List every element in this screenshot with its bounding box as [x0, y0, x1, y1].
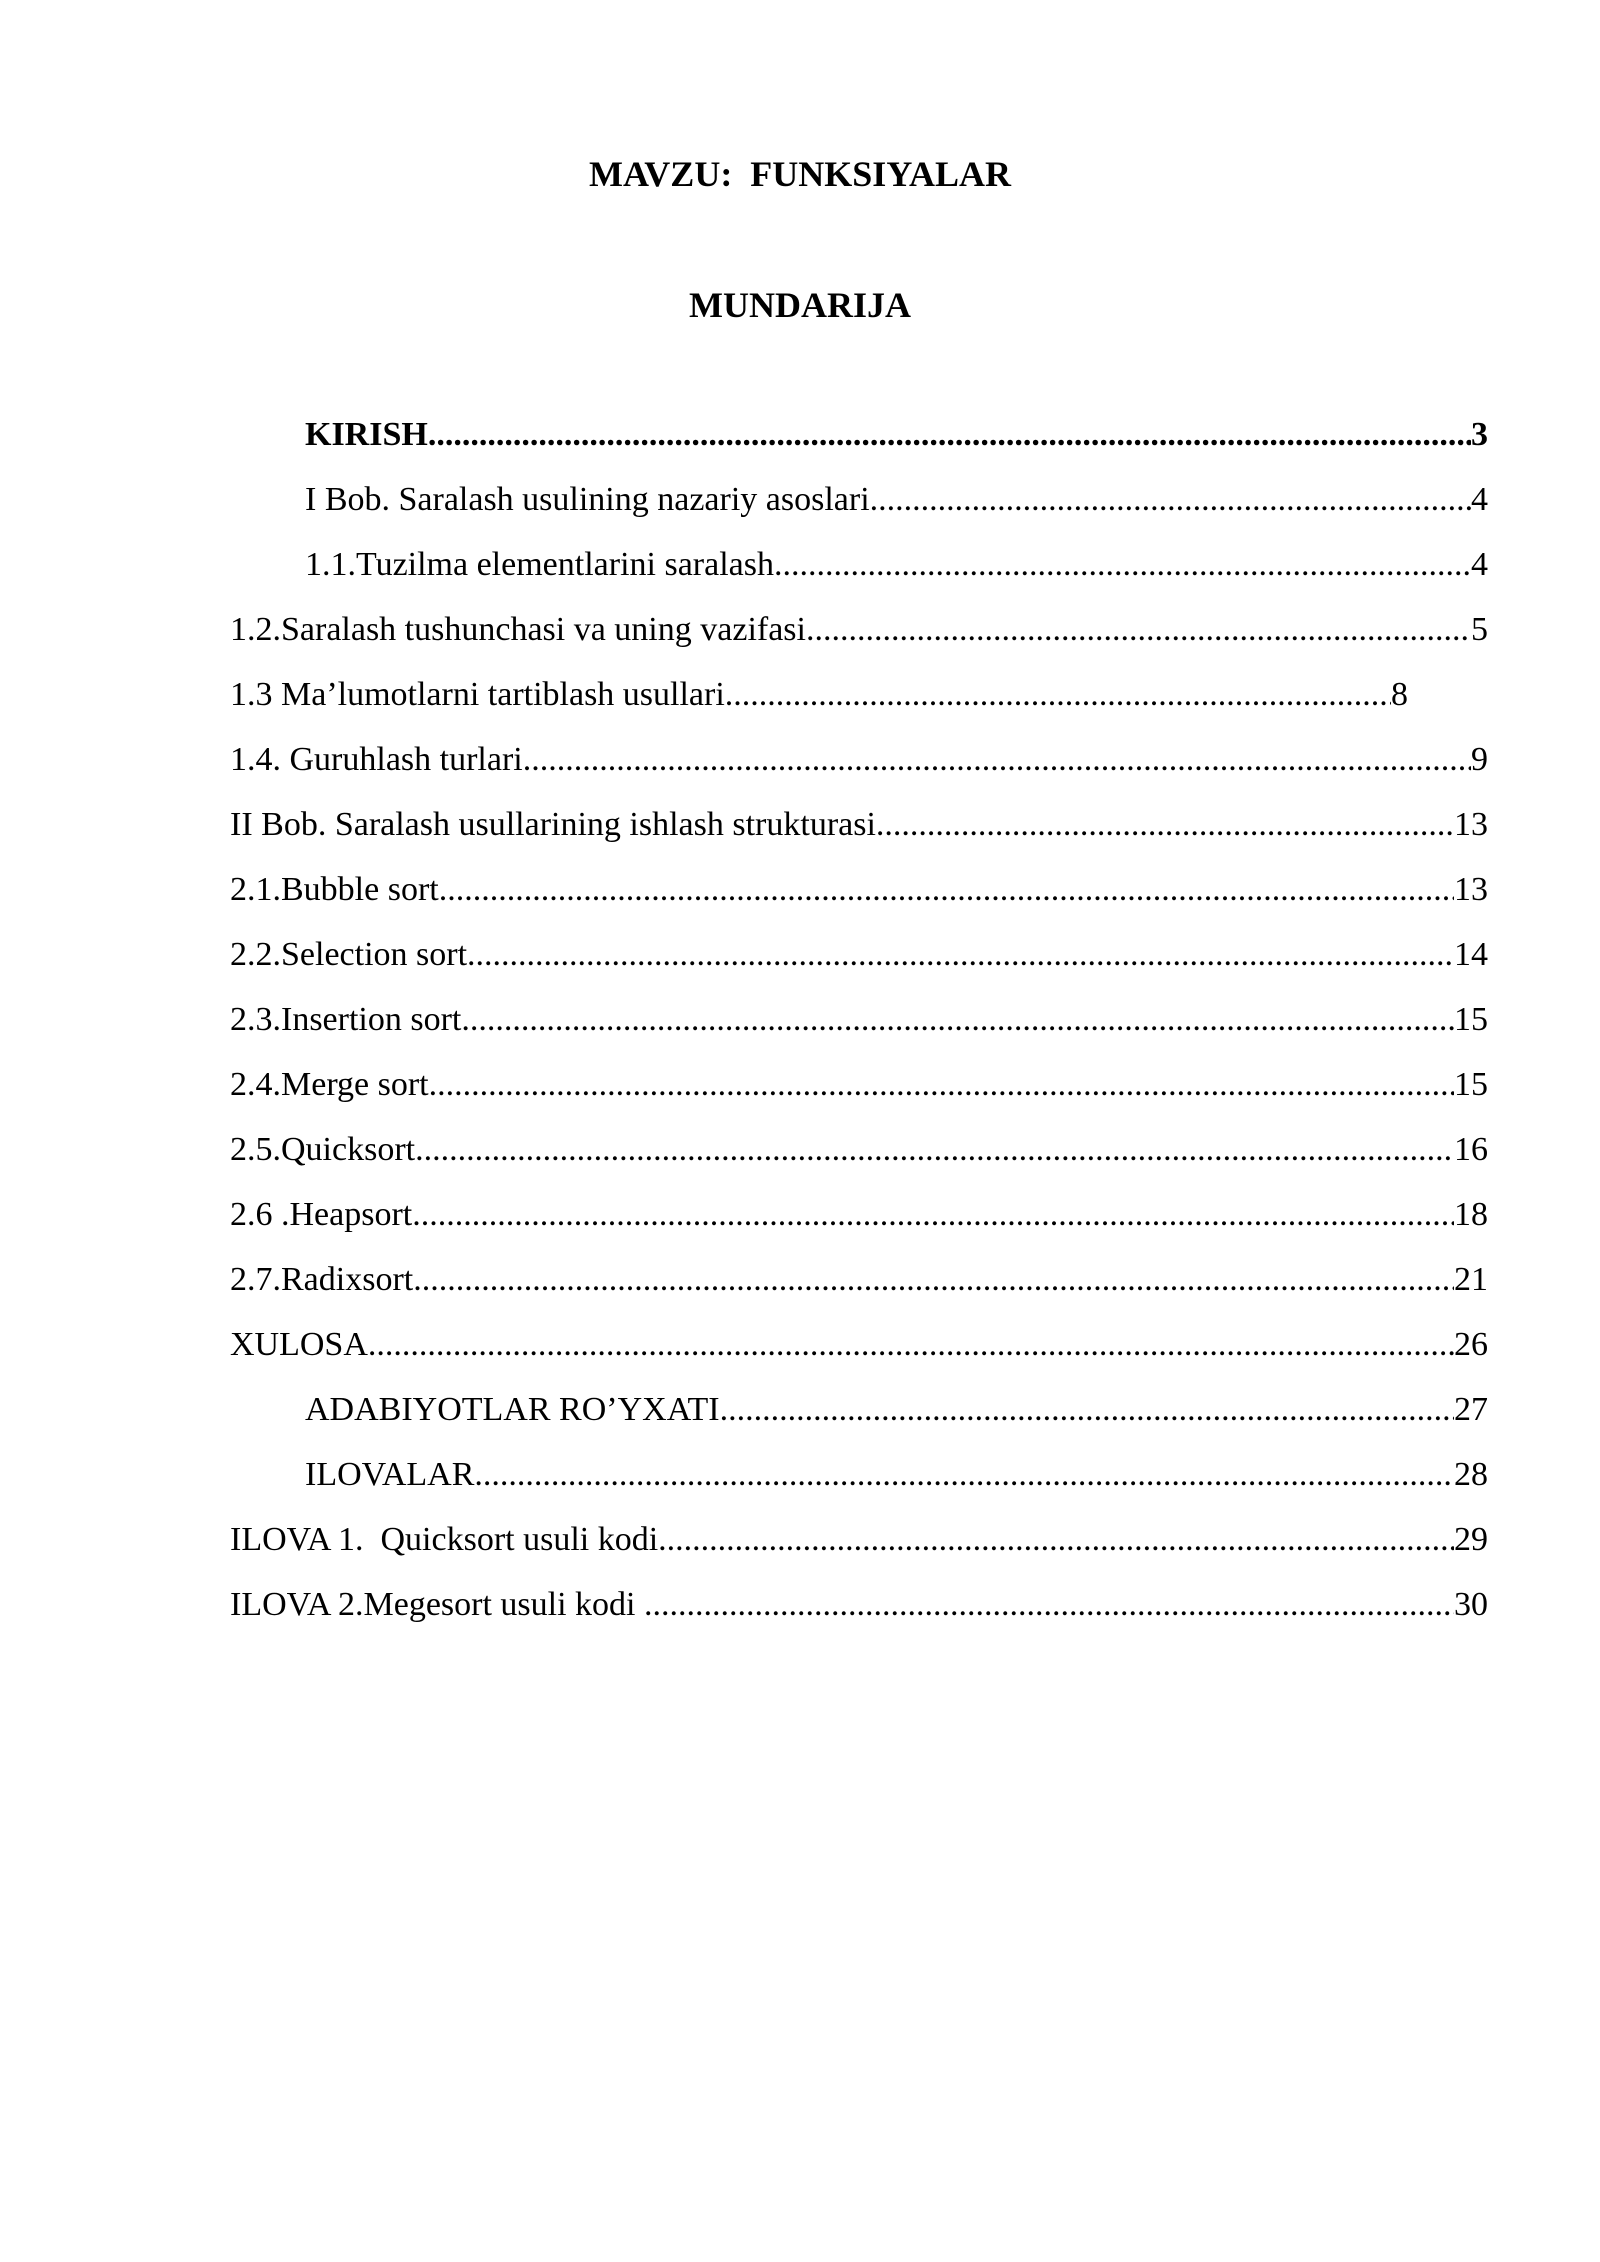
toc-entry-page: 4 [1471, 481, 1488, 518]
toc-entry-2-7 [230, 1257, 1488, 1303]
toc-leader-dots [415, 1127, 1454, 1173]
toc-heading: MUNDARIJA [689, 285, 911, 325]
toc-entry-chapter-2 [230, 802, 1488, 848]
toc-entry-title: 1.2.Saralash tushunchasi va uning vazifasi [230, 611, 806, 648]
toc-leader-dots [523, 737, 1471, 783]
toc-entry-title: 1.3 Ma’lumotlarni tartiblash usullari [230, 676, 725, 713]
toc-entry-page: 26 [1454, 1326, 1488, 1363]
toc-entry-page: 13 [1454, 806, 1488, 843]
toc-entry-page: 15 [1454, 1001, 1488, 1038]
toc-entry-page: 16 [1454, 1131, 1488, 1168]
toc-entry-2-6 [230, 1192, 1488, 1238]
toc-entry-2-1 [230, 867, 1488, 913]
toc-entry-title: 2.1.Bubble sort [230, 871, 439, 908]
toc-entry-page: 18 [1454, 1196, 1488, 1233]
toc-entry-page: 8 [1391, 676, 1408, 713]
toc-leader-dots [870, 477, 1471, 523]
toc-entry-title: 1.4. Guruhlash turlari [230, 741, 523, 778]
toc-entry-title: 2.5.Quicksort [230, 1131, 416, 1168]
toc-entry-page: 9 [1471, 741, 1488, 778]
toc-entry-title: ILOVA 1. Quicksort usuli kodi [230, 1521, 659, 1558]
toc-entry-xulosa [230, 1322, 1488, 1368]
toc-leader-dots [806, 607, 1471, 653]
toc-entry-page: 29 [1454, 1521, 1488, 1558]
toc-entry-page: 15 [1454, 1066, 1488, 1103]
toc-leader-dots [644, 1582, 1454, 1628]
toc-entry-ilova-1 [230, 1517, 1488, 1563]
toc-entry-1-1 [305, 542, 1488, 588]
toc-leader-dots [467, 932, 1454, 978]
toc-entry-page: 14 [1454, 936, 1488, 973]
toc-entry-adabiyotlar [305, 1387, 1488, 1433]
toc-entry-page: 27 [1454, 1391, 1488, 1428]
toc-entry-1-3 [230, 672, 1408, 718]
toc-leader-dots [725, 672, 1391, 718]
toc-entry-page: 5 [1471, 611, 1488, 648]
toc-entry-page: 30 [1454, 1586, 1488, 1623]
toc-entry-title: 1.1.Tuzilma elementlarini saralash [305, 546, 774, 583]
toc-entry-title: ILOVA 2.Megesort usuli kodi [230, 1586, 644, 1623]
toc-entry-page: 4 [1471, 546, 1488, 583]
toc-entry-title: 2.6 .Heapsort [230, 1196, 413, 1233]
topic-title: MAVZU: FUNKSIYALAR [588, 154, 1012, 194]
toc-entry-title: XULOSA [230, 1326, 368, 1363]
toc-leader-dots [439, 867, 1454, 913]
toc-entry-1-4 [230, 737, 1488, 783]
toc-leader-dots [461, 997, 1454, 1043]
toc-entry-title: I Bob. Saralash usulining nazariy asoslari [305, 481, 870, 518]
toc-leader-dots [658, 1517, 1454, 1563]
toc-entry-ilova-2 [230, 1582, 1488, 1628]
toc-leader-dots [429, 1062, 1454, 1108]
toc-entry-page: 13 [1454, 871, 1488, 908]
toc-entry-title: 2.4.Merge sort [230, 1066, 429, 1103]
toc-entry-title: ILOVALAR [305, 1456, 475, 1493]
toc-entry-kirish [305, 412, 1488, 458]
toc-entry-title: 2.3.Insertion sort [230, 1001, 462, 1038]
toc-entry-title: 2.7.Radixsort [230, 1261, 414, 1298]
toc-entry-1-2 [230, 607, 1488, 653]
toc-leader-dots [876, 802, 1454, 848]
toc-leader-dots [720, 1387, 1454, 1433]
toc-leader-dots [428, 412, 1471, 458]
toc-entry-page: 3 [1471, 416, 1488, 453]
toc-entry-2-3 [230, 997, 1488, 1043]
toc-leader-dots [412, 1192, 1454, 1238]
toc-entry-title: KIRISH [305, 416, 428, 453]
toc-leader-dots [413, 1257, 1454, 1303]
toc-leader-dots [474, 1452, 1454, 1498]
toc-entry-ilovalar [305, 1452, 1488, 1498]
toc-entry-title: II Bob. Saralash usullarining ishlash strukturasi [230, 806, 876, 843]
toc-entry-title: ADABIYOTLAR RO’YXATI [305, 1391, 720, 1428]
toc-leader-dots [368, 1322, 1454, 1368]
toc-entry-2-4 [230, 1062, 1488, 1108]
toc-entry-2-5 [230, 1127, 1488, 1173]
toc-entry-2-2 [230, 932, 1488, 978]
toc-leader-dots [774, 542, 1471, 588]
toc-entry-chapter-1 [305, 477, 1488, 523]
toc-entry-page: 28 [1454, 1456, 1488, 1493]
toc-entry-title: 2.2.Selection sort [230, 936, 468, 973]
toc-entry-page: 21 [1454, 1261, 1488, 1298]
